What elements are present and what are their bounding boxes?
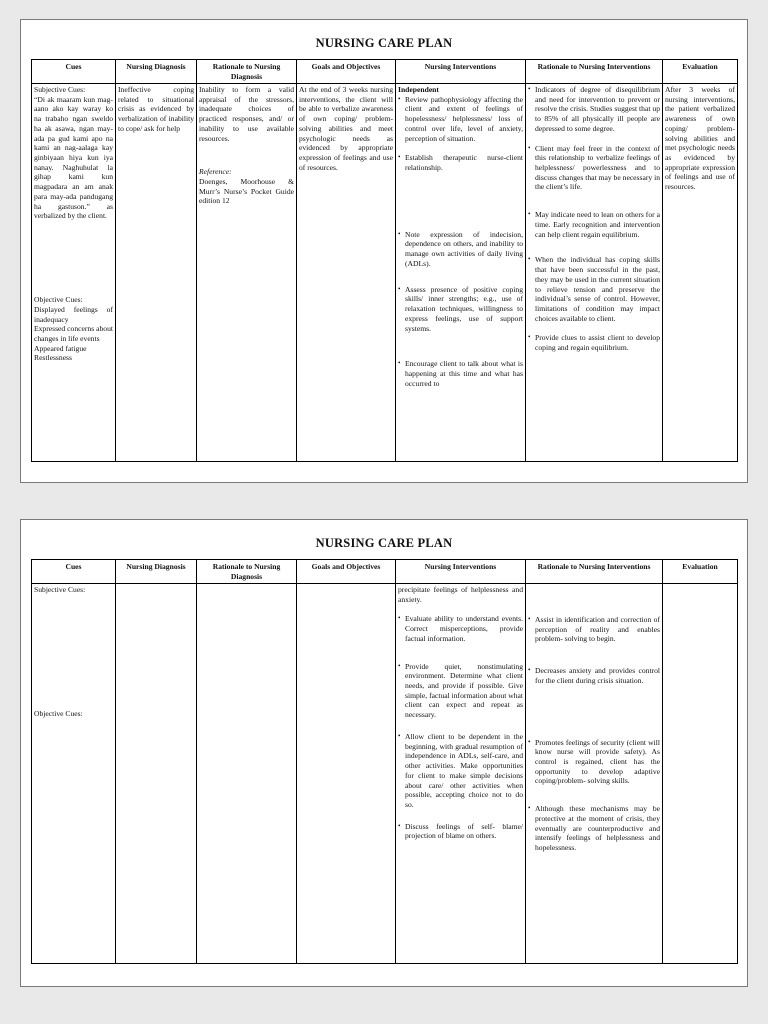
objective-cues-label: Objective Cues: [34, 295, 83, 305]
list-item: Appeared fatigue [34, 343, 87, 353]
list-item: • Indicators of degree of disequilibrium and need for intervention to prevent or resolve the crisis. Studies suggest that up to 85% of all physically ill people are depressed to some degree. [528, 85, 660, 133]
list-item: • Provide quiet, nonstimulating environment. Determine what client needs, and provide if possible. Give simple, factual information about what client can expect and repeat as necessary. [398, 661, 523, 720]
bullet-icon: • [528, 210, 531, 219]
spacer [528, 585, 660, 615]
list-item: • Discuss feelings of self- blame/ projection of blame on others. [398, 821, 523, 841]
list-item: • Assist in identification and correction of perception of reality and enables problem- solving to begin. [528, 615, 660, 644]
reference-label: Reference: [199, 167, 232, 177]
list-item: • Client may feel freer in the context of this relationship to verbalize feelings of helplessness/ powerlessness and to discuss changes that may be necessary in the client’s life. [528, 143, 660, 192]
interventions-cell [396, 84, 526, 462]
header-evaluation: Evaluation [663, 60, 738, 84]
evaluation-cell [663, 84, 738, 462]
cues-cell [32, 84, 116, 462]
bullet-icon: • [528, 255, 531, 264]
rationale-interventions-cell [526, 84, 663, 462]
care-plan-table [31, 59, 738, 462]
list-item: • Assess presence of positive coping skills/ inner strengths; e.g., use of relaxation techniques, willingness to express feelings, use of support systems. [398, 284, 523, 333]
subjective-cues-label: Subjective Cues: [34, 585, 86, 594]
diagnosis-text: Ineffective coping related to situational crisis as evidenced by verbalization of inability to cope/ ask for help [118, 85, 194, 133]
interventions-cell [396, 584, 526, 964]
list-item: • Promotes feelings of security (client will know nurse will provide safety). As control is regained, client has the opportunity to develop adaptive coping/problem- solving skills. [528, 737, 660, 786]
list-item: • Allow client to be dependent in the beginning, with gradual resumption of independence in ADLs, self-care, and other activities. Make opportunities for client to make simple decisions about care/ other activities when possible, accepting choice not to do so. [398, 731, 523, 809]
subjective-cues-text: “Di ak maaram kun mag-aano ako kay waray ko na trabaho ngan sweldo ha ak asawa, ngan may-ada pa gud kami apo na kami an nag-aalaga kay ginbiyaan hiya kun iya nanay. Naghuhulat la gihap kami kun magpadara an am anak para may-ada pandugang ha gastuson.” as verbalized by the client. [34, 94, 113, 221]
interventions-heading: Independent [398, 85, 439, 94]
evaluation-text: After 3 weeks of nursing interventions, the patient verbalized awareness of own coping/ problem-solving abilities and met psychologic needs as evidenced by appropriate expression of feelings and use of resources. [665, 85, 735, 192]
header-rationale-diagnosis: Rationale to Nursing Diagnosis [197, 60, 297, 84]
bullet-icon: • [528, 666, 531, 675]
header-rationale-diagnosis: Rationale to Nursing Diagnosis [197, 560, 297, 584]
list-item: • Review pathophysiology affecting the client and extent of feelings of hopelessness/ helplessness/ loss of control over life, level of anxiety, perception of situation. [398, 94, 523, 143]
header-interventions: Nursing Interventions [396, 560, 526, 584]
header-goals: Goals and Objectives [297, 560, 396, 584]
header-nursing-diagnosis: Nursing Diagnosis [116, 60, 197, 84]
continuation-text: precipitate feelings of helplessness and anxiety. [398, 585, 523, 604]
list-item: • Encourage client to talk about what is happening at this time and what has occurred to [398, 359, 523, 388]
list-item: • Although these mechanisms may be protective at the moment of crisis, they eventually are counterproductive and intensify feelings of helplessness and hopelessness. [528, 804, 660, 853]
care-plan-page-1 [20, 19, 748, 483]
bullet-icon: • [528, 143, 531, 152]
header-evaluation: Evaluation [663, 560, 738, 584]
header-rationale-interventions: Rationale to Nursing Interventions [526, 60, 663, 84]
table-row [32, 84, 738, 462]
bullet-icon: • [398, 821, 401, 830]
goals-cell [297, 584, 396, 964]
header-goals: Goals and Objectives [297, 60, 396, 84]
header-nursing-diagnosis: Nursing Diagnosis [116, 560, 197, 584]
rationale-diagnosis-cell [197, 584, 297, 964]
list-item: • Evaluate ability to understand events. Correct misperceptions, provide factual information. [398, 614, 523, 643]
header-cues: Cues [32, 60, 116, 84]
bullet-icon: • [398, 731, 401, 740]
header-interventions: Nursing Interventions [396, 60, 526, 84]
page-title: NURSING CARE PLAN [315, 36, 453, 50]
goals-cell [297, 84, 396, 462]
list-item: Expressed concerns about changes in life events [34, 324, 113, 343]
rationale-diagnosis-cell [197, 84, 297, 462]
bullet-icon: • [528, 85, 531, 93]
bullet-icon: • [398, 614, 401, 623]
objective-cues-list [34, 305, 113, 363]
care-plan-table [31, 559, 738, 964]
bullet-icon: • [528, 737, 531, 746]
list-item: • Decreases anxiety and provides control for the client during crisis situation. [528, 666, 660, 685]
table-header-row [32, 560, 738, 584]
bullet-icon: • [528, 615, 531, 623]
objective-cues-label: Objective Cues: [34, 708, 83, 718]
rationale-diagnosis-text: Inability to form a valid appraisal of the stressors, inadequate choices of practiced responses, and/ or inability to use available resources. [199, 85, 294, 143]
cues-cell [32, 584, 116, 964]
bullet-icon: • [398, 94, 401, 103]
header-rationale-interventions: Rationale to Nursing Interventions [526, 560, 663, 584]
header-cues: Cues [32, 560, 116, 584]
page-title: NURSING CARE PLAN [315, 536, 453, 550]
bullet-icon: • [398, 661, 401, 670]
list-item: Displayed feelings of inadequacy [34, 304, 113, 324]
list-item: • Note expression of indecision, dependence on others, and inability to manage own activities of daily living (ADLs). [398, 229, 523, 268]
diagnosis-cell [116, 584, 197, 964]
bullet-icon: • [398, 359, 401, 368]
bullet-icon: • [398, 284, 401, 293]
list-item: • Provide clues to assist client to develop coping and regain equilibrium. [528, 333, 660, 353]
goals-text: At the end of 3 weeks nursing interventions, the client will be able to verbalize awareness of own coping/ problem-solving abilities and meet psychologic needs as evidenced by appropriate expression of feelings and use of resources. [299, 85, 393, 172]
list-item: • When the individual has coping skills that have been successful in the past, they may be used in the current situation to relieve tension and preserve the individual’s sense of control. However, limitations of condition may impact choices available to client. [528, 255, 660, 323]
list-item: • Establish therapeutic nurse-client relationship. [398, 153, 523, 173]
rationale-interventions-cell [526, 584, 663, 964]
list-item: Restlessness [34, 353, 72, 363]
bullet-icon: • [528, 804, 531, 813]
table-header-row [32, 60, 738, 84]
bullet-icon: • [398, 153, 401, 162]
table-row [32, 584, 738, 964]
bullet-icon: • [398, 229, 401, 238]
list-item: • May indicate need to lean on others for a time. Early recognition and intervention can help client regain equilibrium. [528, 210, 660, 239]
bullet-icon: • [528, 333, 531, 342]
reference-text: Doenges, Moorhouse & Murr’s Nurse’s Pocket Guide edition 12 [199, 177, 294, 206]
diagnosis-cell [116, 84, 197, 462]
subjective-cues-label: Subjective Cues: [34, 85, 86, 94]
evaluation-cell [663, 584, 738, 964]
care-plan-page-2 [20, 519, 748, 987]
